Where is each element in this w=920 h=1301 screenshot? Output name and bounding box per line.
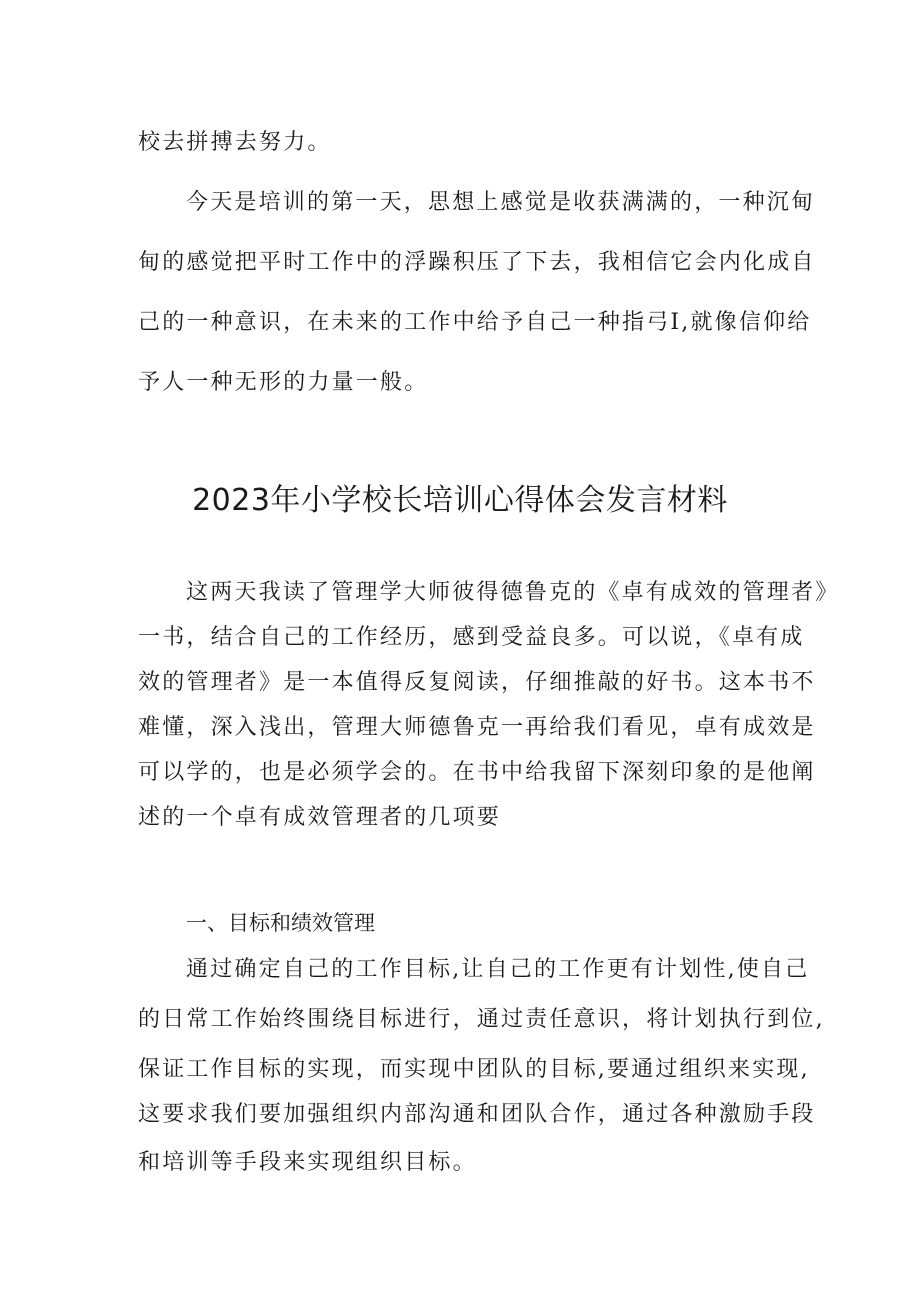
paragraph-line: 难懂，深入浅出，管理大师德鲁克一再给我们看见，卓有成效是	[138, 715, 816, 740]
paragraph-line: 予人一种无形的力量一般。	[138, 370, 429, 395]
paragraph-line: 保证工作目标的实现，而实现中团队的目标,要通过组织来实现,	[138, 1057, 810, 1082]
paragraph-line: 通过确定自己的工作目标,让自己的工作更有计划性,使自己	[186, 957, 810, 982]
paragraph-line: 的日常工作始终围绕目标进行，通过责任意识，将计划执行到位,	[138, 1007, 825, 1032]
paragraph-line: 一书，结合自己的工作经历，感到受益良多。可以说，《卓有成	[138, 625, 805, 650]
paragraph-line: 和培训等手段来实现组织目标。	[138, 1150, 477, 1175]
paragraph-line: 甸的感觉把平时工作中的浮躁积压了下去，我相信它会内化成自	[138, 250, 816, 275]
document-title: 2023年小学校长培训心得体会发言材料	[192, 483, 728, 518]
paragraph-line: 今天是培训的第一天，思想上感觉是收获满满的，一种沉甸	[186, 190, 816, 215]
paragraph-line: 述的一个卓有成效管理者的几项要	[138, 805, 502, 830]
paragraph-line: 这两天我读了管理学大师彼得德鲁克的《卓有成效的管理者》	[186, 580, 840, 605]
paragraph-line: 己的一种意识，在未来的工作中给予自己一种指弓I,就像信仰给	[138, 310, 812, 335]
paragraph-line: 效的管理者》是一本值得反复阅读，仔细推敲的好书。这本书不	[138, 670, 816, 695]
paragraph-line: 这要求我们要加强组织内部沟通和团队合作，通过各种激励手段	[138, 1102, 816, 1127]
section-heading: 一、目标和绩效管理	[186, 911, 375, 935]
paragraph-line: 可以学的，也是必须学会的。在书中给我留下深刻印象的是他阐	[138, 760, 816, 785]
paragraph-line: 校去拼搏去努力。	[138, 130, 332, 155]
